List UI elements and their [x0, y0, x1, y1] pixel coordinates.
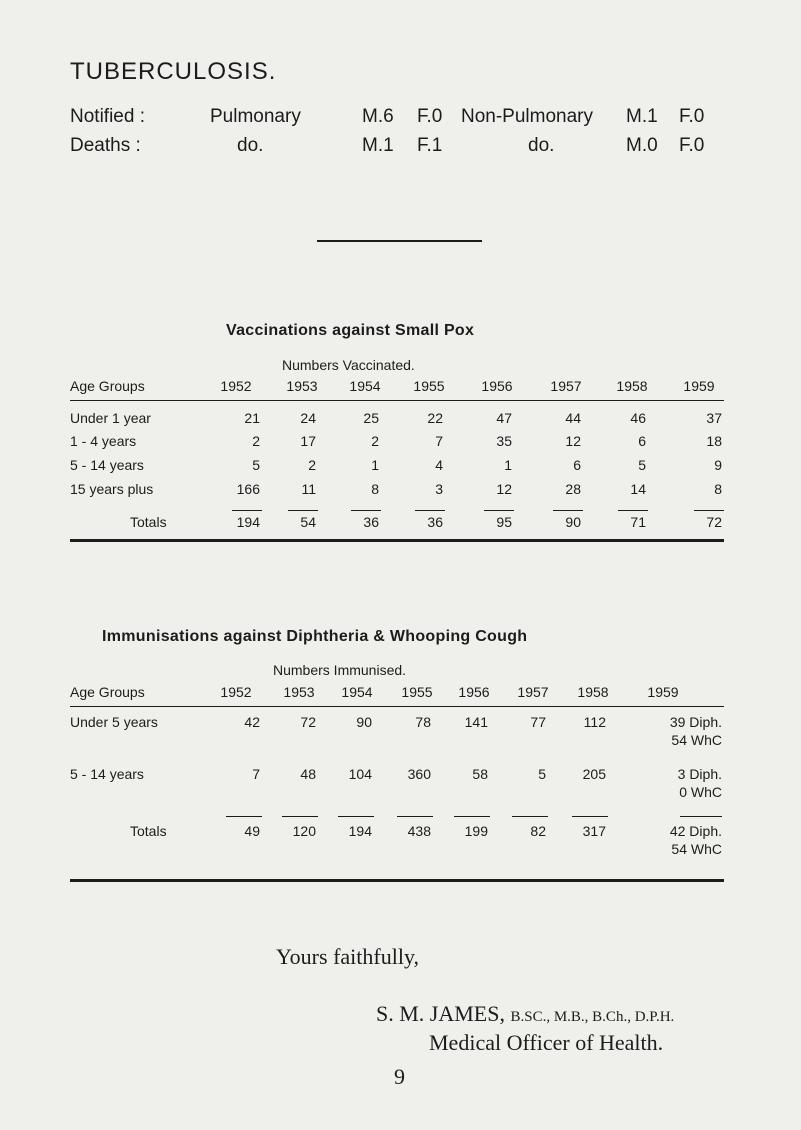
total-underline	[680, 816, 722, 817]
total-cell: 120	[292, 823, 316, 839]
table-cell: 5	[538, 766, 546, 782]
table-cell: 166	[236, 481, 260, 497]
year-header-1952: 1952	[220, 378, 252, 394]
table-cell: 22	[427, 410, 443, 426]
table-cell-1959: 0 WhC	[679, 784, 722, 800]
page-title: TUBERCULOSIS.	[70, 58, 277, 85]
table-cell: 78	[415, 714, 431, 730]
total-underline	[288, 510, 318, 511]
year-header-1955: 1955	[401, 684, 433, 700]
table-cell: 25	[363, 410, 379, 426]
total-cell: 36	[363, 514, 379, 530]
table-cell: 90	[356, 714, 372, 730]
totals-label: Totals	[130, 514, 167, 530]
table-cell: 2	[252, 433, 260, 449]
total-cell: 72	[706, 514, 722, 530]
tb-deaths-nonpulmonary-m: M.0	[626, 135, 658, 156]
tb-notified-pulmonary: Pulmonary	[210, 106, 301, 127]
table-cell: 42	[244, 714, 260, 730]
table-cell: 5	[638, 457, 646, 473]
year-header-1952: 1952	[220, 684, 252, 700]
total-cell: 71	[630, 514, 646, 530]
year-header-1958: 1958	[616, 378, 648, 394]
table-cell: 7	[435, 433, 443, 449]
table-cell: 112	[583, 714, 606, 730]
year-header-1957: 1957	[517, 684, 549, 700]
signatory-name: S. M. JAMES,	[376, 1001, 505, 1026]
table-cell: 1	[371, 457, 379, 473]
year-header-1956: 1956	[458, 684, 490, 700]
tb-deaths-nonpulmonary: do.	[528, 135, 555, 156]
table-cell: 28	[565, 481, 581, 497]
tb-deaths-pulmonary-f: F.1	[417, 135, 443, 156]
closing: Yours faithfully,	[276, 944, 420, 969]
table-cell: 58	[472, 766, 488, 782]
table-cell: 104	[348, 766, 372, 782]
total-cell: 95	[496, 514, 512, 530]
smallpox-subheading: Numbers Vaccinated.	[282, 357, 415, 373]
total-underline	[618, 510, 648, 511]
year-header-1953: 1953	[283, 684, 315, 700]
immunisation-header-rule	[70, 706, 724, 707]
tb-notified-nonpulmonary-m: M.1	[626, 106, 658, 127]
tb-notified-pulmonary-f: F.0	[417, 106, 443, 127]
total-cell: 82	[530, 823, 546, 839]
total-underline	[415, 510, 445, 511]
total-cell: 49	[244, 823, 260, 839]
total-underline	[512, 816, 548, 817]
table-cell: 44	[565, 410, 581, 426]
immunisation-title: Immunisations against Diphtheria & Whooping Cough	[102, 628, 528, 645]
table-cell: 46	[630, 410, 646, 426]
tb-deaths-pulmonary: do.	[237, 135, 264, 156]
year-header-1953: 1953	[286, 378, 318, 394]
tb-notified-nonpulmonary: Non-Pulmonary	[461, 106, 593, 127]
tb-notified-nonpulmonary-f: F.0	[679, 106, 705, 127]
signatory-line	[376, 1001, 674, 1027]
row-label: Under 1 year	[70, 410, 151, 426]
total-cell: 317	[582, 823, 606, 839]
immunisation-bottom-rule	[70, 879, 724, 882]
table-cell: 48	[300, 766, 316, 782]
table-cell-1959: 39 Diph.	[669, 714, 722, 730]
table-cell: 17	[300, 433, 316, 449]
table-cell: 24	[300, 410, 316, 426]
table-cell: 18	[706, 433, 722, 449]
table-cell: 4	[435, 457, 443, 473]
year-header-1954: 1954	[349, 378, 381, 394]
section-divider	[317, 240, 482, 242]
smallpox-bottom-rule	[70, 539, 724, 542]
total-cell-1959: 54 WhC	[671, 841, 722, 857]
table-cell: 2	[371, 433, 379, 449]
row-label: Under 5 years	[70, 714, 158, 730]
table-cell-1959: 54 WhC	[671, 732, 722, 748]
row-label: 15 years plus	[70, 481, 154, 497]
table-cell: 6	[638, 433, 646, 449]
table-cell: 141	[464, 714, 488, 730]
table-cell: 35	[496, 433, 512, 449]
table-cell: 47	[496, 410, 512, 426]
signatory-degrees: B.SC., M.B., B.Ch., D.P.H.	[510, 1009, 675, 1025]
table-cell: 8	[714, 481, 722, 497]
total-cell: 194	[348, 823, 372, 839]
signatory-role: Medical Officer of Health.	[429, 1030, 664, 1055]
year-header-1959: 1959	[683, 378, 715, 394]
total-underline	[351, 510, 381, 511]
totals-label: Totals	[130, 823, 167, 839]
table-cell: 72	[300, 714, 316, 730]
total-cell: 54	[300, 514, 316, 530]
total-underline	[694, 510, 724, 511]
table-cell: 12	[496, 481, 512, 497]
age-groups-header: Age Groups	[70, 378, 145, 394]
year-header-1957: 1957	[550, 378, 582, 394]
table-cell: 1	[504, 457, 512, 473]
age-groups-header: Age Groups	[70, 684, 145, 700]
page-number: 9	[394, 1064, 405, 1089]
smallpox-title: Vaccinations against Small Pox	[226, 322, 475, 339]
row-label: 5 - 14 years	[70, 457, 144, 473]
tb-notified-pulmonary-m: M.6	[362, 106, 394, 127]
table-cell: 360	[407, 766, 431, 782]
total-underline	[338, 816, 374, 817]
tb-notified-label: Notified :	[70, 106, 145, 127]
total-cell: 438	[407, 823, 431, 839]
total-underline	[553, 510, 583, 511]
table-cell: 11	[301, 481, 316, 497]
total-cell: 36	[427, 514, 443, 530]
row-label: 5 - 14 years	[70, 766, 144, 782]
table-cell: 205	[582, 766, 606, 782]
table-cell: 77	[530, 714, 546, 730]
total-underline	[397, 816, 433, 817]
year-header-1954: 1954	[341, 684, 373, 700]
tb-deaths-nonpulmonary-f: F.0	[679, 135, 705, 156]
year-header-1955: 1955	[413, 378, 445, 394]
table-cell: 5	[252, 457, 260, 473]
total-underline	[572, 816, 608, 817]
table-cell: 6	[573, 457, 581, 473]
total-underline	[226, 816, 262, 817]
tb-deaths-label: Deaths :	[70, 135, 141, 156]
table-cell: 2	[308, 457, 316, 473]
total-underline	[484, 510, 514, 511]
table-cell: 7	[252, 766, 260, 782]
table-cell-1959: 3 Diph.	[677, 766, 722, 782]
table-cell: 14	[630, 481, 646, 497]
row-label: 1 - 4 years	[70, 433, 137, 449]
total-underline	[232, 510, 262, 511]
smallpox-header-rule	[70, 400, 724, 401]
total-cell: 194	[236, 514, 260, 530]
total-cell: 199	[464, 823, 488, 839]
immunisation-subheading: Numbers Immunised.	[273, 662, 407, 678]
year-header-1958: 1958	[577, 684, 609, 700]
total-underline	[454, 816, 490, 817]
table-cell: 37	[706, 410, 722, 426]
table-cell: 21	[244, 410, 260, 426]
year-header-1959: 1959	[647, 684, 679, 700]
total-underline	[282, 816, 318, 817]
table-cell: 8	[371, 481, 379, 497]
year-header-1956: 1956	[481, 378, 513, 394]
table-cell: 12	[565, 433, 581, 449]
total-cell-1959: 42 Diph.	[669, 823, 722, 839]
table-cell: 9	[714, 457, 722, 473]
table-cell: 3	[435, 481, 443, 497]
tb-deaths-pulmonary-m: M.1	[362, 135, 394, 156]
total-cell: 90	[565, 514, 581, 530]
